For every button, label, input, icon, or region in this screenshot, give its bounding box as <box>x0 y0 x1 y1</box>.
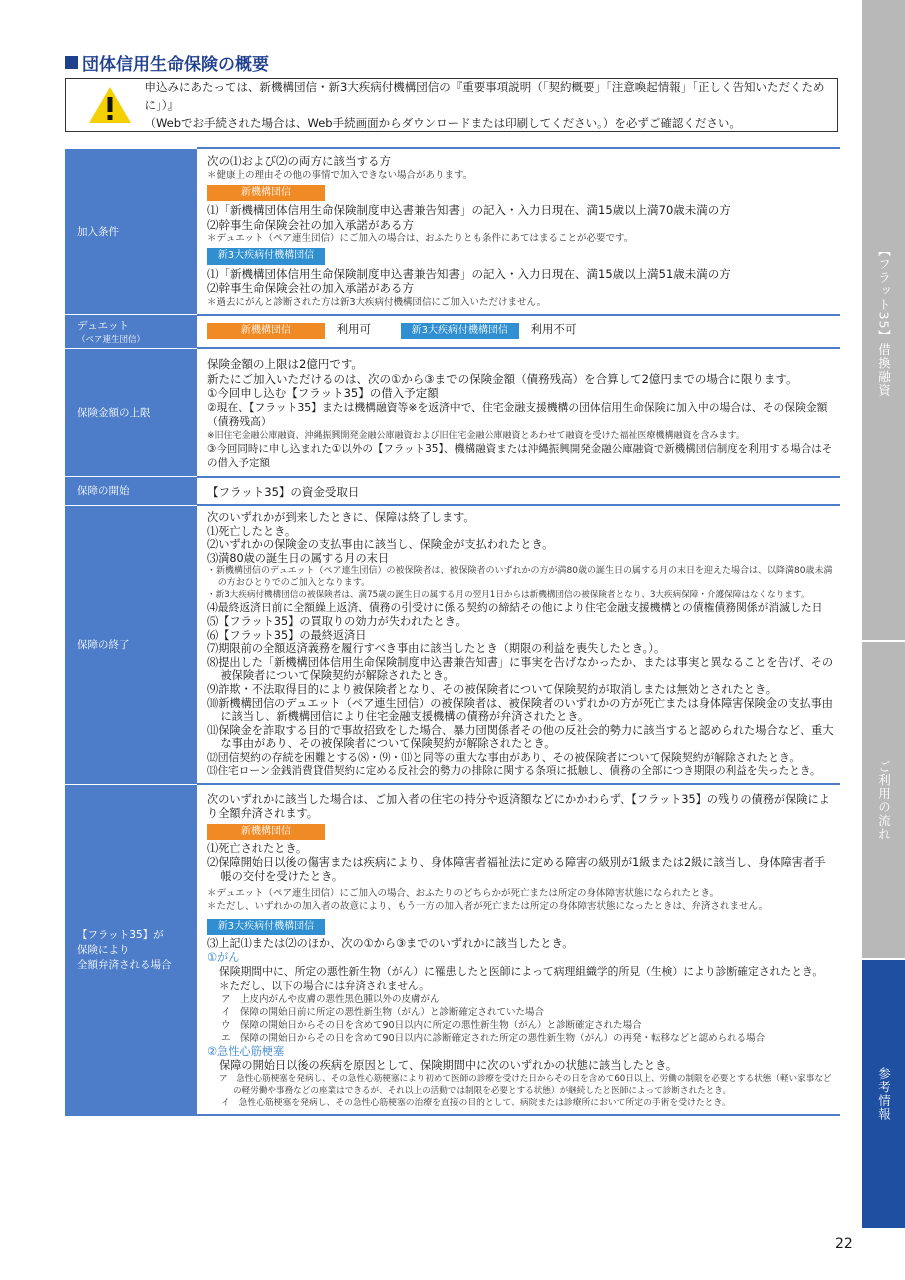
page-number: 22 <box>835 1236 853 1252</box>
shuryo-note: ・新3大疾病付機構団信の被保険者は、満75歳の誕生日の属する月の翌月1日からは新機構団信の被保険者となり、3大疾病保障・介護保障はなくなります。 <box>207 590 810 601</box>
kanyu-shin-note: ＊デュエット（ペア連生団信）にご加入の場合は、おふたりとも条件にあてはまることが必要です。 <box>207 233 634 244</box>
shin3-badge: 新3大疾病付機構団信 <box>207 248 325 265</box>
sidebar-tab-flat35-karikae[interactable] <box>862 0 905 640</box>
row-shuryo <box>65 505 840 784</box>
bensai-label: 保険により <box>77 943 130 956</box>
shin3-badge: 新3大疾病付機構団信 <box>401 323 519 340</box>
shuryo-line: ⑹【フラット35】の最終返済日 <box>207 628 367 642</box>
sidebar-tab-label: ご利用の流れ <box>876 759 892 841</box>
shin-badge: 新機構団信 <box>207 323 325 340</box>
shuryo-line: ⑵いずれかの保険金の支払事由に該当し、保険金が支払われたとき。 <box>207 538 554 552</box>
kanyu-intro-note: ＊健康上の理由その他の事情で加入できない場合があります。 <box>207 169 473 181</box>
hoken-line: 保険金額の上限は2億円です。 <box>207 357 363 371</box>
duet-shin3-value: 利用不可 <box>530 321 577 336</box>
row-hoken <box>65 348 840 477</box>
shuryo-line: ⑼詐欺・不法取得目的により被保険者となり、その被保険者について保険契約が取消しまたは無効とされたとき。 <box>207 682 777 696</box>
hoken-line: 新たにご加入いただけるのは、次の①から③までの保険金額（債務残高）を合算して2億円までの場合に限ります。 <box>207 371 798 386</box>
title-square-icon <box>65 56 78 69</box>
shuryo-line: ⒀住宅ローン金銭消費貸借契約に定める反社会的勢力の排除に関する条項に抵触し、債務の全部につき期限の利益を失ったとき。 <box>207 764 821 777</box>
row-label <box>65 315 197 349</box>
gan-text: 保険期間中に、所定の悪性新生物（がん）に罹患したと医師によって病理組織学的所見（生検）により診断確定されたとき。 <box>219 965 824 979</box>
row-label: 保障の開始 <box>65 477 197 506</box>
shuryo-line: 次のいずれかが到来したときに、保障は終了します。 <box>207 511 475 524</box>
row-duet <box>65 315 840 349</box>
notice-box <box>65 78 838 132</box>
row-kaishi <box>65 477 840 506</box>
bensai-shin-note: ＊デュエット（ペア連生団信）にご加入の場合、おふたりのどちらかが死亡または所定の身体障害状態になられたとき。 <box>207 888 720 900</box>
row-label <box>65 784 197 1115</box>
row-kanyu <box>65 148 840 315</box>
shuryo-line: ⑴死亡したとき。 <box>207 524 297 538</box>
warning-icon <box>86 85 134 125</box>
kanyu-intro: 次の⑴および⑵の両方に該当する方 <box>207 154 391 168</box>
duet-shin-value: 利用可 <box>336 321 372 336</box>
kanyu-shin-item: ⑴「新機構団体信用生命保険制度申込書兼告知書」の記入・入力日現在、満15歳以上満70歳未満の方 <box>207 203 731 217</box>
hoken-line: ①今回申し込む【フラット35】の借入予定額 <box>207 386 439 400</box>
hoken-line: ③今回同時に申し込まれた①以外の【フラット35】、機構融資または沖縄振興開発金融公庫融資で新機構団信制度を利用する場合はその借入予定額 <box>207 442 833 469</box>
bensai-label: 全額弁済される場合 <box>77 958 172 971</box>
shuryo-line: ⑺期限前の全額返済義務を履行すべき事由に該当したとき（期限の利益を喪失したとき。）。 <box>207 642 666 656</box>
shuryo-line: ⑷最終返済日前に全額繰上返済、債務の引受けに係る契約の締結その他により住宅金融支援機構との債権債務関係が消滅した日 <box>207 601 823 615</box>
shuryo-line: ⑿団信契約の存続を困難とする⑻・⑼・⑾と同等の重大な事由があり、その被保険者について保険契約が解除されたとき。 <box>207 750 801 764</box>
kanyu-shin3-item: ⑵幹事生命保険会社の加入承諾がある方 <box>207 281 414 295</box>
kaishi-text: 【フラット35】の資金受取日 <box>197 477 840 506</box>
bensai-shin-note: ＊ただし、いずれかの加入者の故意により、もう一方の加入者が死亡または所定の身体障害状態になったときは、弁済されません。 <box>207 901 769 913</box>
shuryo-line: ⑾保険金を詐取する目的で事故招致をした場合、暴力団関係者その他の反社会的勢力に該当すると認められた場合など、重大な事由があり、その被保険者について保険契約が解除されたとき。 <box>207 723 834 751</box>
kanyu-shin3-item: ⑴「新機構団体信用生命保険制度申込書兼告知書」の記入・入力日現在、満15歳以上満51歳未満の方 <box>207 266 731 281</box>
kanyu-shin3-note: ＊過去にがんと診断された方は新3大疾病付機構団信にご加入いただけません。 <box>207 296 547 308</box>
insurance-summary-table <box>65 147 840 1116</box>
gan-item: ア 上皮内がんや皮膚の悪性黒色腫以外の皮膚がん <box>221 994 440 1006</box>
duet-label: デュエット <box>77 319 129 332</box>
bensai-shin-item: ⑴死亡されたとき。 <box>207 842 308 856</box>
gan-item: イ 保障の開始日前に所定の悪性新生物（がん）と診断確定されていた場合 <box>221 1007 545 1019</box>
gan-item: エ 保障の開始日からその日を含めて90日以内に診断確定された所定の悪性新生物（がん）の再発・転移などと認められる場合 <box>221 1033 766 1045</box>
shinkin-heading: ②急性心筋梗塞 <box>207 1045 285 1059</box>
row-label: 保障の終了 <box>65 505 197 784</box>
gan-heading: ①がん <box>207 951 240 965</box>
shin3-badge: 新3大疾病付機構団信 <box>207 919 325 935</box>
shuryo-line: ⑶満80歳の誕生日の属する月の末日 <box>207 551 390 565</box>
sidebar-tab-sankou[interactable] <box>862 960 905 1228</box>
shuryo-note: ・新機構団信のデュエット（ペア連生団信）の被保険者は、被保険者のいずれかの方が満80歳の誕生日の属する月の末日を迎えた場合は、以降満80歳未満の方おひとりでのご加入となります。 <box>207 566 833 589</box>
shinkin-item: イ 急性心筋梗塞を発病し、その急性心筋梗塞の治療を直接の目的として、病院または診療所において所定の手術を受けたとき。 <box>221 1098 731 1109</box>
shuryo-line: ⑸【フラット35】の買取りの効力が失われたとき。 <box>207 614 467 628</box>
notice-line: 申込みにあたっては、新機構団信・新3大疾病付機構団信の『重要事項説明（「契約概要」「注意喚起情報」「正しく告知いただくために」）』 <box>144 80 825 112</box>
shin-badge: 新機構団信 <box>207 824 325 840</box>
bensai-shin-item: ⑵保障開始日以後の傷害または疾病により、身体障害者福祉法に定める障害の級別が1級または2級に該当し、身体障害者手帳の交付を受けたとき。 <box>207 856 826 884</box>
duet-label-sub: （ペア連生団信） <box>77 334 146 345</box>
shinkin-item: ア 急性心筋梗塞を発病し、その急性心筋梗塞により初めて医師の診療を受けた日からその日を含めて60日以上、労働の制限を必要とする状態（軽い家事などの軽労働や事務などの座業はできるが、それ以上の活動では制限を必要とする状態）が継続したと医師によって診断されたとき。 <box>219 1074 832 1097</box>
shuryo-line: ⑻提出した「新機構団体信用生命保険制度申込書兼告知書」に事実を告げなかったか、または事実と異なることを告げ、その被保険者について保険契約が解除されたとき。 <box>207 655 834 683</box>
page-title: 団体信用生命保険の概要 <box>65 50 269 75</box>
row-label: 加入条件 <box>65 148 197 315</box>
notice-line: （Webでお手続された場合は、Web手続画面からダウンロードまたは印刷してください。）を必ずご確認ください。 <box>144 116 741 130</box>
sidebar-tab-label: 参考情報 <box>876 1067 892 1121</box>
shuryo-line: ⑽新機構団信のデュエット（ペア連生団信）の被保険者は、被保険者のいずれかの方が死亡または身体障害保険金の支払事由に該当し、新機構団信により住宅金融支援機構の債務が弁済されたとき。 <box>207 696 833 724</box>
bensai-shin3-intro: ⑶上記⑴または⑵のほか、次の①から③までのいずれかに該当したとき。 <box>207 937 574 951</box>
bensai-intro: 次のいずれかに該当した場合は、ご加入者の住宅の持分や返済額などにかかわらず、【フラット35】の残りの債務が保険により全額弁済されます。 <box>207 793 830 821</box>
kanyu-shin-item: ⑵幹事生命保険会社の加入承諾がある方 <box>207 217 414 232</box>
shin-badge: 新機構団信 <box>207 185 325 202</box>
sidebar-tab-label: 【フラット35】借換融資 <box>876 243 892 397</box>
bensai-label: 【フラット35】が <box>77 928 164 941</box>
shinkin-text: 保障の開始日以後の疾病を原因として、保険期間中に次のいずれかの状態に該当したとき。 <box>219 1059 678 1073</box>
gan-note: ＊ただし、以下の場合には弁済されません。 <box>219 980 430 993</box>
gan-item: ウ 保障の開始日からその日を含めて90日以内に所定の悪性新生物（がん）と診断確定された場合 <box>221 1020 642 1032</box>
sidebar-tab-goriyou[interactable] <box>862 642 905 958</box>
hoken-line: ②現在、【フラット35】または機構融資等※を返済中で、住宅金融支援機構の団体信用生命保険に加入中の場合は、その保険金額（債務残高） <box>207 400 828 428</box>
hoken-note: ※旧住宅金融公庫融資、沖縄振興開発金融公庫融資および旧住宅金融公庫融資とあわせて融資を受けた福祉医療機構融資を含みます。 <box>207 430 745 441</box>
row-bensai <box>65 784 840 1115</box>
row-label: 保険金額の上限 <box>65 348 197 477</box>
